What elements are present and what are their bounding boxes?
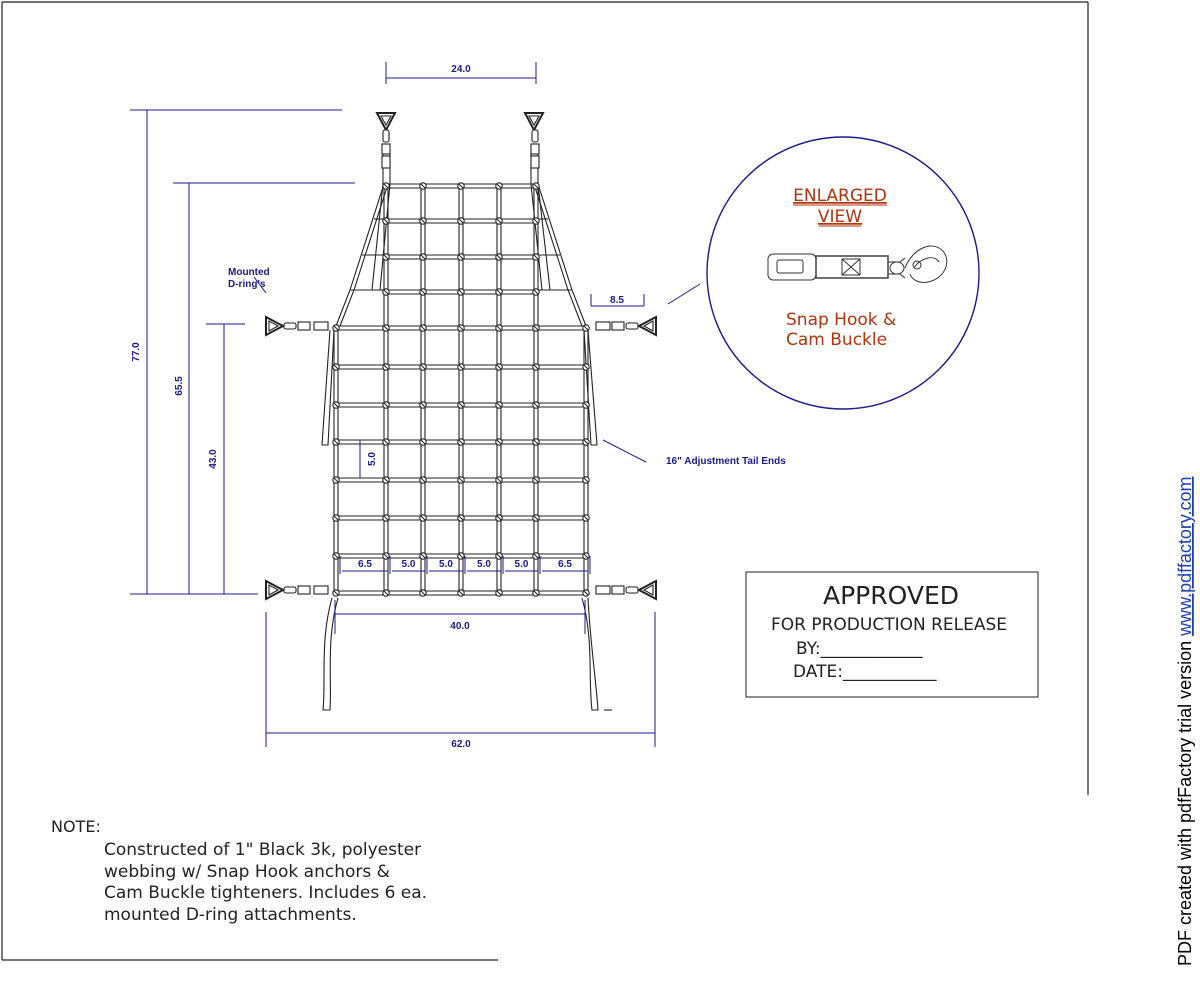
dimension-lines: [130, 62, 700, 747]
watermark: [1175, 476, 1195, 966]
dim-side-offset: 8.5: [610, 295, 624, 306]
snap-hook-cam-buckle-icon: [768, 246, 947, 282]
enlarged-caption-line1: Snap Hook &: [786, 310, 897, 330]
approved-title: APPROVED: [822, 581, 960, 610]
dim-cell-width: 5.0: [514, 559, 529, 570]
dim-cell-width: 6.5: [358, 559, 372, 570]
watermark-text: PDF created with pdfFactory trial version: [1175, 635, 1195, 966]
note-line: webbing w/ Snap Hook anchors &: [104, 862, 390, 882]
enlarged-title-line2: VIEW: [817, 207, 863, 227]
note-line: Constructed of 1" Black 3k, polyester: [104, 840, 422, 860]
enlarged-caption-line2: Cam Buckle: [786, 330, 888, 350]
adjustment-label: 16" Adjustment Tail Ends: [666, 456, 786, 467]
approved-by: BY:____________: [796, 639, 923, 659]
svg-text:PDF created with pdfFactory tr: [1175, 476, 1195, 966]
dim-net-width: 40.0: [450, 621, 470, 632]
enlarged-view: [707, 137, 979, 409]
watermark-link[interactable]: www.pdffactory.com: [1175, 476, 1195, 636]
approved-stamp: [746, 572, 1038, 697]
dim-overall-width: 62.0: [451, 739, 471, 750]
enlarged-title-line1: ENLARGED: [793, 186, 887, 206]
dim-cell-width: 5.0: [439, 559, 453, 570]
approved-subtitle: FOR PRODUCTION RELEASE: [770, 615, 1008, 635]
mounted-label-line1: Mounted: [228, 267, 270, 278]
dim-top-width: 24.0: [451, 64, 471, 75]
approved-date: DATE:___________: [793, 662, 937, 682]
note-line: mounted D-ring attachments.: [104, 905, 357, 925]
dim-cell-width: 6.5: [558, 559, 572, 570]
dim-net-height: 65.5: [174, 376, 185, 396]
note-line: Cam Buckle tighteners. Includes 6 ea.: [104, 883, 428, 903]
sheet-border: [2, 2, 1088, 960]
note-heading: NOTE:: [51, 817, 101, 836]
dim-side-height: 43.0: [208, 449, 219, 469]
mounted-label-line2: D-ring's: [228, 279, 266, 290]
dim-overall-height: 77.0: [131, 342, 142, 362]
dim-cell-width: 5.0: [477, 559, 491, 570]
dim-cell-height: 5.0: [367, 452, 378, 466]
net-hardware: [266, 113, 656, 599]
dim-cell-width: 5.0: [401, 559, 416, 570]
notes: [51, 817, 427, 925]
